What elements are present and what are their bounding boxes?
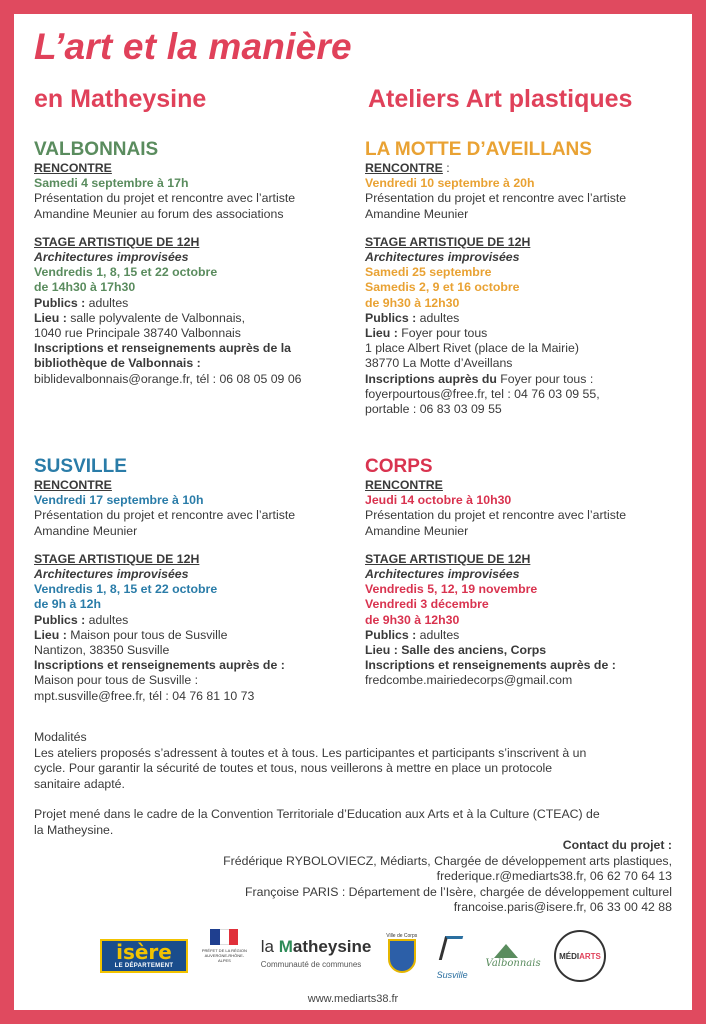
contact-section — [52, 838, 672, 916]
stage-date: de 14h30 à 17h30 — [34, 280, 136, 295]
stage-title: Architectures improvisées — [34, 250, 189, 265]
publics-value: adultes — [416, 310, 460, 325]
rencontre-text: Amandine Meunier — [34, 523, 138, 538]
lieu-value: Salle des anciens, Corps — [397, 643, 547, 658]
corps-logo — [385, 933, 419, 979]
contact-details[interactable]: frederique.r@mediarts38.fr, 06 62 70 64 13 — [436, 869, 672, 883]
mediarts-logo — [554, 930, 606, 982]
lieu-address: 1 place Albert Rivet (place de la Mairie) — [365, 341, 579, 356]
stage-date: Samedis 2, 9 et 16 octobre — [365, 280, 520, 295]
rencontre-date: Vendredi 10 septembre à 20h — [365, 176, 535, 191]
section-corps — [365, 456, 685, 689]
poster — [14, 14, 692, 1010]
rencontre-text: Présentation du projet et rencontre avec l’artiste — [34, 508, 296, 523]
rencontre-date: Vendredi 17 septembre à 10h — [34, 493, 204, 508]
publics-label: Publics : — [34, 612, 86, 627]
lieu-line — [365, 326, 685, 341]
stage-heading: STAGE ARTISTIQUE DE 12H — [365, 234, 531, 249]
stage-date: Samedi 25 septembre — [365, 265, 492, 280]
stage-date: de 9h30 à 12h30 — [365, 612, 460, 627]
inscriptions-label: Inscriptions et renseignements auprès de : — [34, 658, 285, 673]
skier-icon — [439, 936, 463, 960]
rencontre-text: Présentation du projet et rencontre avec l’artiste — [365, 508, 627, 523]
rencontre-text: Amandine Meunier au forum des associations — [34, 206, 284, 221]
section-susville — [34, 456, 354, 704]
modalites-text: cycle. Pour garantir la sécurité de toutes et tous, nous veillerons à mettre en place un protocole — [34, 761, 553, 775]
town-name: SUSVILLE — [34, 456, 127, 477]
lieu-label: Lieu : — [34, 627, 67, 642]
stage-date: Vendredis 1, 8, 15 et 22 octobre — [34, 265, 218, 280]
susville-logo-text: Susville — [436, 970, 468, 980]
modalites-text: Les ateliers proposés s’adressent à toutes et à tous. Les participantes et participants s’inscrivent à un — [34, 745, 587, 760]
rencontre-heading-line — [365, 161, 685, 176]
contact-title: Contact du projet : — [562, 838, 672, 852]
rencontre-date: Samedi 4 septembre à 17h — [34, 176, 189, 191]
isere-logo — [100, 939, 188, 973]
stage-date: Vendredis 5, 12, 19 novembre — [365, 582, 538, 597]
page-right-title: Ateliers Art plastiques — [368, 85, 633, 113]
rencontre-heading: RENCONTRE — [365, 161, 443, 175]
lieu-label: Lieu : — [34, 310, 67, 325]
projet-section — [34, 807, 674, 838]
mediarts-logo-text: MÉDI — [559, 951, 580, 961]
modalites-section — [34, 730, 674, 792]
modalites-title: Modalités — [34, 730, 87, 744]
matheysine-logo-subtext: Communauté de communes — [260, 960, 362, 969]
inscriptions-label: Inscriptions auprès du — [365, 371, 497, 386]
rencontre-text: Amandine Meunier — [365, 523, 469, 538]
lieu-line — [365, 643, 685, 658]
publics-value: adultes — [85, 612, 129, 627]
section-la-motte — [365, 139, 685, 417]
partner-logos — [92, 924, 614, 988]
rencontre-heading: RENCONTRE — [34, 161, 112, 175]
publics-label: Publics : — [365, 627, 417, 642]
page-title: L’art et la manière — [34, 26, 352, 67]
inscriptions-value: Maison pour tous de Susville : — [34, 673, 199, 688]
corps-logo-text: Ville de Corps — [386, 933, 418, 939]
mediarts-logo-accent: ARTS — [579, 951, 601, 961]
stage-heading: STAGE ARTISTIQUE DE 12H — [34, 234, 200, 249]
stage-title: Architectures improvisées — [365, 567, 520, 582]
publics-label: Publics : — [34, 295, 86, 310]
susville-logo — [432, 932, 472, 980]
contact-line: portable : 06 83 03 09 55 — [365, 402, 502, 417]
publics-label: Publics : — [365, 310, 417, 325]
publics-line — [365, 628, 685, 643]
matheysine-logo-m: M — [278, 937, 293, 956]
rencontre-heading: RENCONTRE — [34, 478, 112, 492]
shield-icon — [388, 939, 416, 973]
matheysine-logo-rest: atheysine — [292, 937, 372, 956]
rencontre-text: Amandine Meunier — [365, 206, 469, 221]
contact-line[interactable]: foyerpourtous@free.fr, tel : 04 76 03 09 55, — [365, 386, 600, 401]
modalites-text: sanitaire adapté. — [34, 776, 125, 791]
rencontre-heading: RENCONTRE — [365, 478, 443, 492]
publics-value: adultes — [416, 627, 460, 642]
flag-icon — [210, 929, 238, 945]
contact-line[interactable]: fredcombe.mairiedecorps@gmail.com — [365, 673, 573, 688]
stage-date: de 9h30 à 12h30 — [365, 295, 460, 310]
rencontre-text: Présentation du projet et rencontre avec l’artiste — [365, 191, 627, 206]
lieu-address: Nantizon, 38350 Susville — [34, 643, 170, 658]
stage-date: Vendredis 1, 8, 15 et 22 octobre — [34, 582, 218, 597]
prefet-logo-text: PRÉFET DE LA RÉGION AUVERGNE-RHÔNE-ALPES — [201, 948, 247, 963]
stage-date: Vendredi 3 décembre — [365, 597, 489, 612]
lieu-label: Lieu : — [365, 643, 398, 658]
publics-line — [365, 311, 685, 326]
isere-logo-text: isère — [116, 940, 172, 964]
contact-person: Frédérique RYBOLOVIECZ, Médiarts, Chargée de développement arts plastiques, — [223, 853, 672, 868]
isere-logo-subtext: LE DÉPARTEMENT — [114, 963, 174, 969]
stage-date: de 9h à 12h — [34, 597, 101, 612]
website-link[interactable]: www.mediarts38.fr — [307, 993, 399, 1005]
town-name: VALBONNAIS — [34, 139, 159, 160]
contact-line[interactable]: mpt.susville@free.fr, tél : 04 76 81 10 73 — [34, 688, 255, 703]
lieu-address: 38770 La Motte d’Aveillans — [365, 356, 513, 371]
lieu-value: Foyer pour tous — [397, 326, 488, 341]
lieu-value: salle polyvalente de Valbonnais, — [66, 310, 245, 325]
rencontre-text: Présentation du projet et rencontre avec l’artiste — [34, 191, 296, 206]
prefet-logo — [201, 929, 247, 983]
matheysine-logo-la: la — [260, 937, 279, 956]
publics-value: adultes — [85, 295, 129, 310]
valbonnais-logo — [486, 944, 541, 969]
stage-title: Architectures improvisées — [34, 567, 189, 582]
lieu-address: 1040 rue Principale 38740 Valbonnais — [34, 326, 241, 341]
publics-line — [34, 613, 354, 628]
contact-line[interactable]: biblidevalbonnais@orange.fr, tél : 06 08 05 09 06 — [34, 371, 302, 386]
projet-text: la Matheysine. — [34, 822, 114, 837]
lieu-line — [34, 628, 354, 643]
town-name: LA MOTTE D’AVEILLANS — [365, 139, 592, 160]
lieu-line — [34, 311, 354, 326]
mountain-icon — [494, 944, 518, 958]
inscriptions-label: Inscriptions et renseignements auprès de la — [34, 341, 291, 356]
publics-line — [34, 296, 354, 311]
inscriptions-line — [365, 372, 685, 387]
rencontre-date: Jeudi 14 octobre à 10h30 — [365, 493, 512, 508]
contact-person: Françoise PARIS : Département de l’Isère, chargée de développement culturel — [245, 884, 672, 899]
valbonnais-logo-text: Valbonnais — [485, 957, 541, 969]
lieu-label: Lieu : — [365, 326, 398, 341]
stage-heading: STAGE ARTISTIQUE DE 12H — [34, 551, 200, 566]
contact-details[interactable]: francoise.paris@isere.fr, 06 33 00 42 88 — [453, 900, 672, 914]
lieu-value: Maison pour tous de Susville — [66, 627, 228, 642]
inscriptions-value: Foyer pour tous : — [496, 371, 594, 386]
page-subtitle: en Matheysine — [34, 85, 207, 113]
section-valbonnais — [34, 139, 354, 387]
projet-text: Projet mené dans le cadre de la Convention Territoriale d’Education aux Arts et à la Culture (CTEAC) de — [34, 807, 600, 821]
rencontre-colon: : — [442, 161, 450, 175]
town-name: CORPS — [365, 456, 433, 477]
inscriptions-label: bibliothèque de Valbonnais : — [34, 356, 201, 371]
inscriptions-label: Inscriptions et renseignements auprès de : — [365, 658, 616, 673]
matheysine-logo — [261, 938, 372, 974]
stage-title: Architectures improvisées — [365, 250, 520, 265]
stage-heading: STAGE ARTISTIQUE DE 12H — [365, 551, 531, 566]
